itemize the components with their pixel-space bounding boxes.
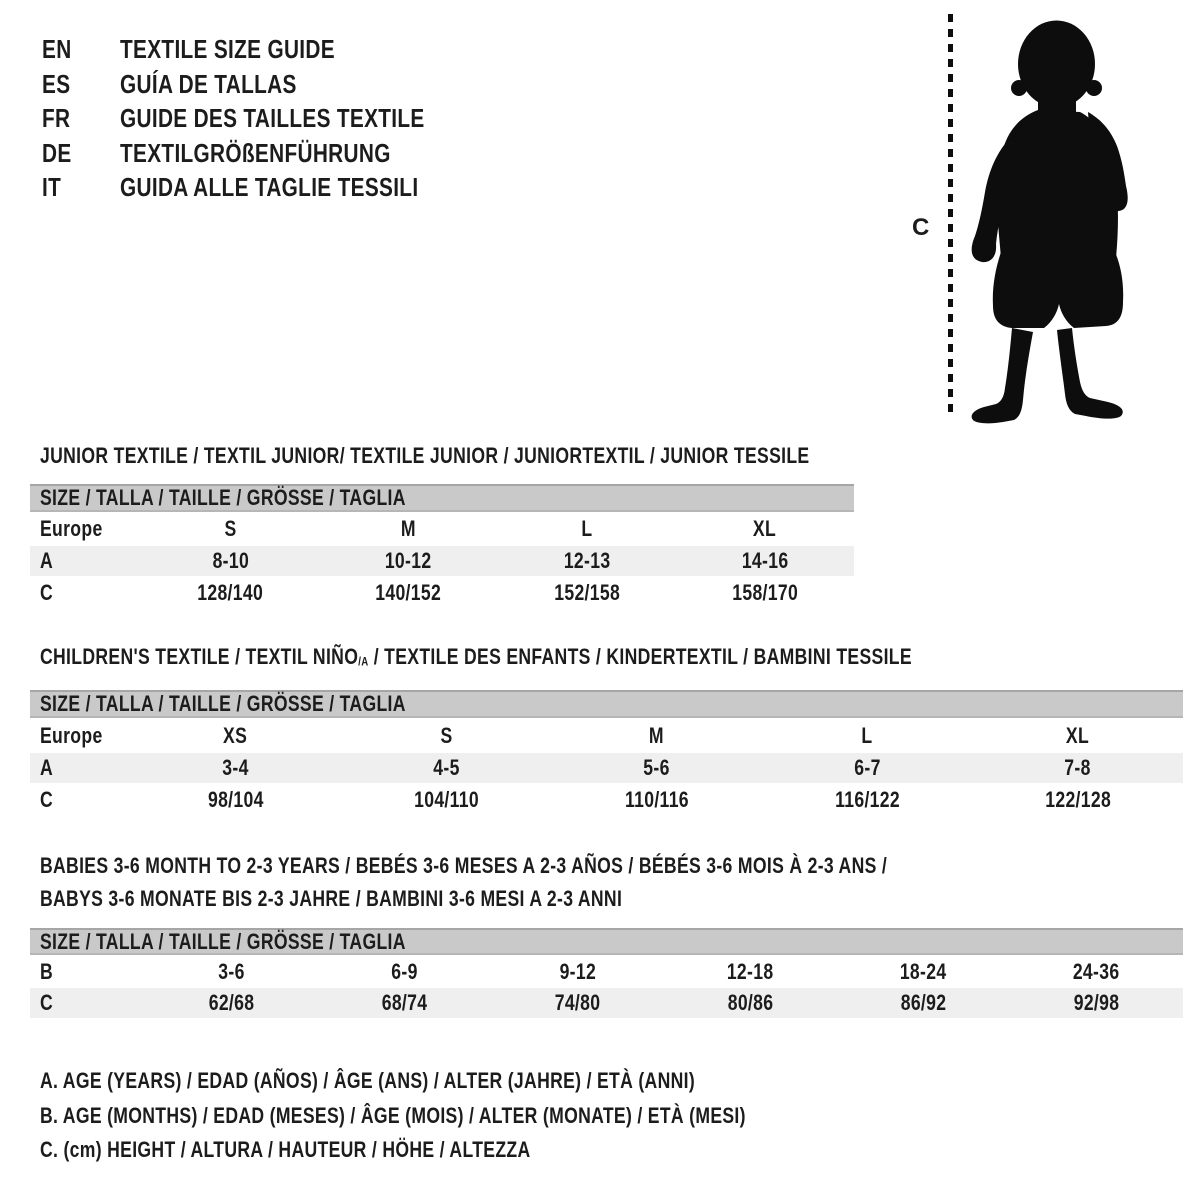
language-code: ES bbox=[42, 68, 71, 99]
table-cell: S bbox=[224, 516, 237, 541]
nino-a-subscript: /A bbox=[358, 654, 369, 669]
table-row-age-years bbox=[30, 546, 854, 576]
language-code: EN bbox=[42, 34, 72, 64]
table-cell: 5-6 bbox=[643, 755, 670, 780]
size-header-bar: SIZE / TALLA / TAILLE / GRÖSSE / TAGLIA bbox=[30, 928, 1183, 955]
table-cell: 116/122 bbox=[834, 787, 900, 812]
table-cell: 80/86 bbox=[727, 990, 774, 1015]
junior-section-title: JUNIOR TEXTILE / TEXTIL JUNIOR/ TEXTILE JUNIOR / JUNIORTEXTIL / JUNIOR TESSILE bbox=[40, 443, 810, 468]
row-label: A bbox=[40, 755, 54, 780]
table-row-europe bbox=[30, 512, 854, 546]
table-cell: L bbox=[861, 722, 873, 748]
row-label: B bbox=[40, 958, 54, 984]
guide-title-fr: GUIDE DES TAILLES TEXTILE bbox=[120, 103, 425, 133]
row-label: Europe bbox=[40, 516, 103, 541]
table-cell: M bbox=[401, 516, 417, 541]
babies-section-title: BABIES 3-6 MONTH TO 2-3 YEARS / BEBÉS 3-6 MESES A 2-3 AÑOS / BÉBÉS 3-6 MOIS À 2-3 ANS / BABYS 3-6 MONATE BIS 2-3 JAHRE / BAMBINI 3-6 MESI A 2-3 ANNI bbox=[40, 853, 888, 911]
table-cell: M bbox=[649, 722, 665, 748]
table-cell: 74/80 bbox=[554, 990, 601, 1015]
guide-title-es: GUÍA DE TALLAS bbox=[120, 68, 297, 99]
table-cell: 62/68 bbox=[208, 990, 255, 1015]
table-cell: 12-18 bbox=[727, 958, 774, 984]
table-cell: 3-6 bbox=[218, 958, 245, 984]
toddler-silhouette bbox=[958, 12, 1162, 430]
table-cell: 7-8 bbox=[1064, 755, 1091, 780]
size-header-bar: SIZE / TALLA / TAILLE / GRÖSSE / TAGLIA bbox=[30, 690, 1183, 718]
table-cell: 68/74 bbox=[381, 990, 428, 1015]
row-label: C bbox=[40, 990, 54, 1015]
table-cell: 92/98 bbox=[1073, 990, 1120, 1015]
table-cell: 4-5 bbox=[432, 755, 460, 780]
row-label: C bbox=[40, 580, 54, 605]
table-cell: 24-36 bbox=[1073, 958, 1120, 984]
legend-line-age-years: A. AGE (YEARS) / EDAD (AÑOS) / ÂGE (ANS) / ALTER (JAHRE) / ETÀ (ANNI) bbox=[40, 1068, 696, 1093]
table-cell: XL bbox=[753, 516, 777, 541]
row-label: Europe bbox=[40, 722, 103, 748]
guide-title-de: TEXTILGRÖßENFÜHRUNG bbox=[120, 137, 391, 168]
table-row-age-months bbox=[30, 955, 1183, 988]
language-row-fr bbox=[42, 101, 501, 136]
table-cell: 128/140 bbox=[197, 580, 264, 605]
table-row-age-years bbox=[30, 753, 1183, 783]
table-cell: 110/116 bbox=[624, 787, 689, 812]
children-size-table bbox=[30, 690, 1183, 817]
language-code: IT bbox=[42, 172, 62, 202]
babies-size-table bbox=[30, 928, 1183, 1018]
table-cell: 14-16 bbox=[741, 548, 789, 573]
table-cell: XL bbox=[1066, 722, 1090, 748]
language-row-it bbox=[42, 170, 501, 205]
table-cell: 152/158 bbox=[553, 580, 620, 605]
table-row-europe bbox=[30, 718, 1183, 753]
language-row-de bbox=[42, 136, 501, 171]
children-section-title: CHILDREN'S TEXTILE / TEXTIL NIÑO/A / TEXTILE DES ENFANTS / KINDERTEXTIL / BAMBINI TESSILE bbox=[40, 644, 912, 669]
table-row-height-cm bbox=[30, 988, 1183, 1018]
language-code: DE bbox=[42, 137, 72, 168]
junior-size-table bbox=[30, 484, 854, 610]
table-cell: 3-4 bbox=[222, 755, 249, 780]
table-cell: 86/92 bbox=[900, 990, 947, 1015]
table-row-height-cm bbox=[30, 783, 1183, 817]
height-label: C bbox=[912, 214, 930, 241]
table-cell: 10-12 bbox=[385, 548, 432, 573]
table-cell: 158/170 bbox=[731, 580, 798, 605]
language-row-en bbox=[42, 32, 501, 67]
height-dashed-line bbox=[948, 14, 953, 416]
legend bbox=[40, 1064, 922, 1168]
table-cell: 8-10 bbox=[212, 548, 249, 573]
table-cell: 104/110 bbox=[413, 787, 479, 812]
table-cell: L bbox=[581, 516, 593, 541]
table-cell: 98/104 bbox=[207, 787, 264, 812]
language-code: FR bbox=[42, 103, 71, 133]
table-cell: 122/128 bbox=[1044, 787, 1111, 812]
row-label: C bbox=[40, 787, 54, 812]
table-cell: S bbox=[440, 722, 453, 748]
table-cell: 140/152 bbox=[375, 580, 442, 605]
language-row-es bbox=[42, 67, 501, 102]
table-cell: 9-12 bbox=[559, 958, 596, 984]
table-cell: XS bbox=[223, 722, 248, 748]
language-title-list bbox=[42, 32, 501, 205]
table-cell: 12-13 bbox=[563, 548, 611, 573]
size-header-bar: SIZE / TALLA / TAILLE / GRÖSSE / TAGLIA bbox=[30, 484, 854, 512]
guide-title-en: TEXTILE SIZE GUIDE bbox=[120, 34, 335, 64]
table-cell: 6-7 bbox=[853, 755, 881, 780]
table-cell: 18-24 bbox=[900, 958, 947, 984]
table-cell: 6-9 bbox=[391, 958, 418, 984]
table-row-height-cm bbox=[30, 576, 854, 610]
legend-line-age-months: B. AGE (MONTHS) / EDAD (MESES) / ÂGE (MOIS) / ALTER (MONATE) / ETÀ (MESI) bbox=[40, 1102, 746, 1128]
guide-title-it: GUIDA ALLE TAGLIE TESSILI bbox=[120, 172, 419, 202]
legend-line-height: C. (cm) HEIGHT / ALTURA / HAUTEUR / HÖHE / ALTEZZA bbox=[40, 1137, 531, 1162]
row-label: A bbox=[40, 548, 54, 573]
